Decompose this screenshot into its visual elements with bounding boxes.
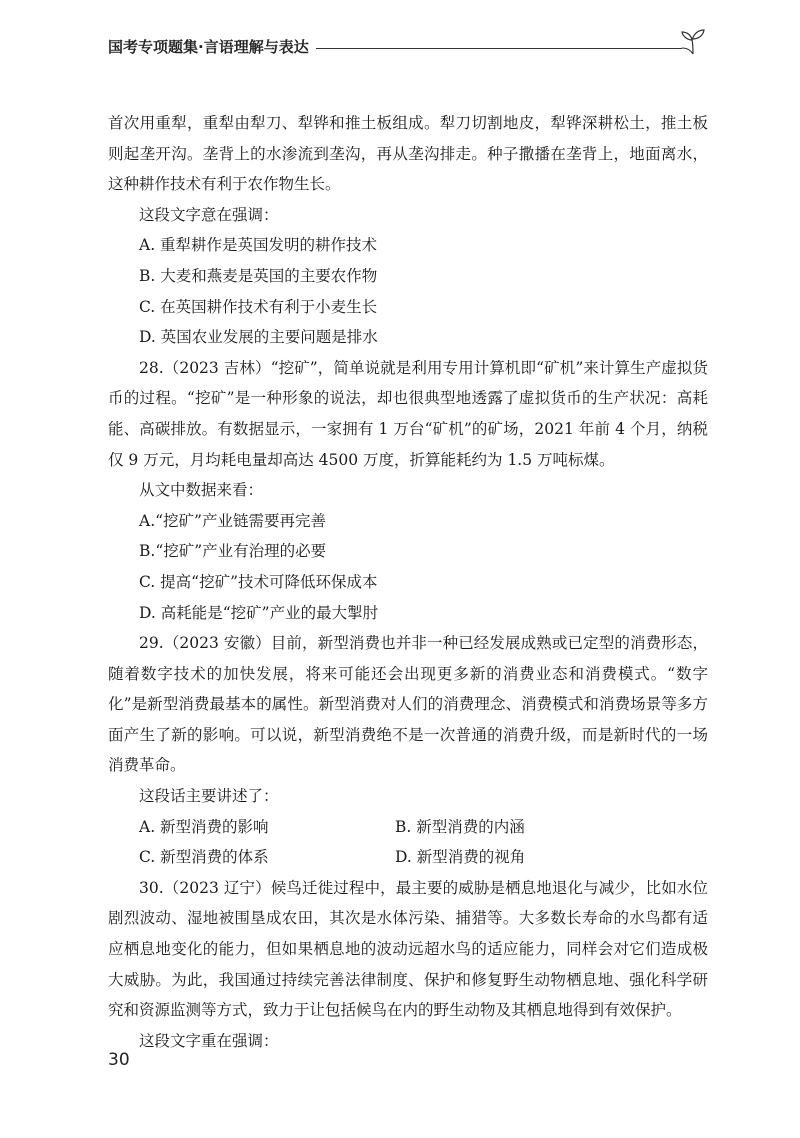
q27-option-a: A. 重犁耕作是英国发明的耕作技术 bbox=[139, 236, 378, 255]
q29-stem: 这段话主要讲述了： bbox=[139, 787, 279, 806]
q29-option-b: B. 新型消费的内涵 bbox=[395, 817, 525, 836]
q29-options-row-1 bbox=[108, 812, 708, 843]
q27-option-c: C. 在英国耕作技术有利于小麦生长 bbox=[139, 297, 378, 316]
q28-option-d: D. 高耗能是“挖矿”产业的最大掣肘 bbox=[139, 603, 379, 622]
q28-stem: 从文中数据来看： bbox=[139, 481, 264, 500]
header-rule bbox=[316, 48, 682, 49]
q29-options-row-2 bbox=[108, 842, 708, 873]
q29-passage: 29.（2023 安徽）目前，新型消费也并非一种已经发展成熟或已定型的消费形态，随着数字技术的加快发展，将来可能还会出现更多新的消费业态和消费模式。“数字化”是新型消费最基本的属性。新型消费对人们的消费理念、消费模式和消费场景等多方面产生了新的影响。可以说，新型消费绝不是一次普通的消费升级，而是新时代的一场消费革命。 bbox=[108, 634, 708, 775]
q28-passage: 28.（2023 吉林）“挖矿”，简单说就是利用专用计算机即“矿机”来计算生产虚拟货币的过程。“挖矿”是一种形象的说法，却也很典型地透露了虚拟货币的生产状况：高耗能、高碳排放。有数据显示，一家拥有 1 万台“矿机”的矿场，2021 年前 4 个月，纳税仅 9 万元，月均耗电量却高达 4500 万度，折算能耗约为 1.5 万吨标煤。 bbox=[108, 358, 708, 469]
q29-option-d: D. 新型消费的视角 bbox=[395, 848, 526, 867]
q28-option-b: B.“挖矿”产业有治理的必要 bbox=[139, 542, 327, 561]
q27-continuation: 首次用重犁，重犁由犁刀、犁铧和推土板组成。犁刀切割地皮，犁铧深耕松土，推土板则起垄开沟。垄背上的水渗流到垄沟，再从垄沟排走。种子撒播在垄背上，地面离水，这种耕作技术有利于农作物生长。 bbox=[108, 114, 708, 194]
q29-option-c: C. 新型消费的体系 bbox=[139, 848, 269, 867]
q27-option-d: D. 英国农业发展的主要问题是排水 bbox=[139, 328, 378, 347]
q30-passage: 30.（2023 辽宁）候鸟迁徙过程中，最主要的威胁是栖息地退化与减少，比如水位剧烈波动、湿地被围垦成农田，其次是水体污染、捕猎等。大多数长寿命的水鸟都有适应栖息地变化的能力，但如果栖息地的波动远超水鸟的适应能力，同样会对它们造成极大威胁。为此，我国通过持续完善法律制度、保护和修复野生动物栖息地、强化科学研究和资源监测等方式，致力于让包括候鸟在内的野生动物及其栖息地得到有效保护。 bbox=[108, 878, 708, 1020]
q29-option-a: A. 新型消费的影响 bbox=[139, 817, 269, 836]
q27-stem: 这段文字意在强调： bbox=[139, 205, 279, 224]
header-title: 国考专项题集·言语理解与表达 bbox=[108, 38, 309, 56]
running-header bbox=[108, 26, 708, 66]
q28-option-c: C. 提高“挖矿”技术可降低环保成本 bbox=[139, 572, 378, 591]
page-number: 30 bbox=[108, 1050, 130, 1070]
page-body bbox=[108, 108, 708, 1056]
q30-stem: 这段文字重在强调： bbox=[139, 1031, 279, 1050]
sprout-icon bbox=[678, 26, 708, 56]
q28-option-a: A.“挖矿”产业链需要再完善 bbox=[139, 511, 326, 530]
q27-option-b: B. 大麦和燕麦是英国的主要农作物 bbox=[139, 266, 378, 285]
